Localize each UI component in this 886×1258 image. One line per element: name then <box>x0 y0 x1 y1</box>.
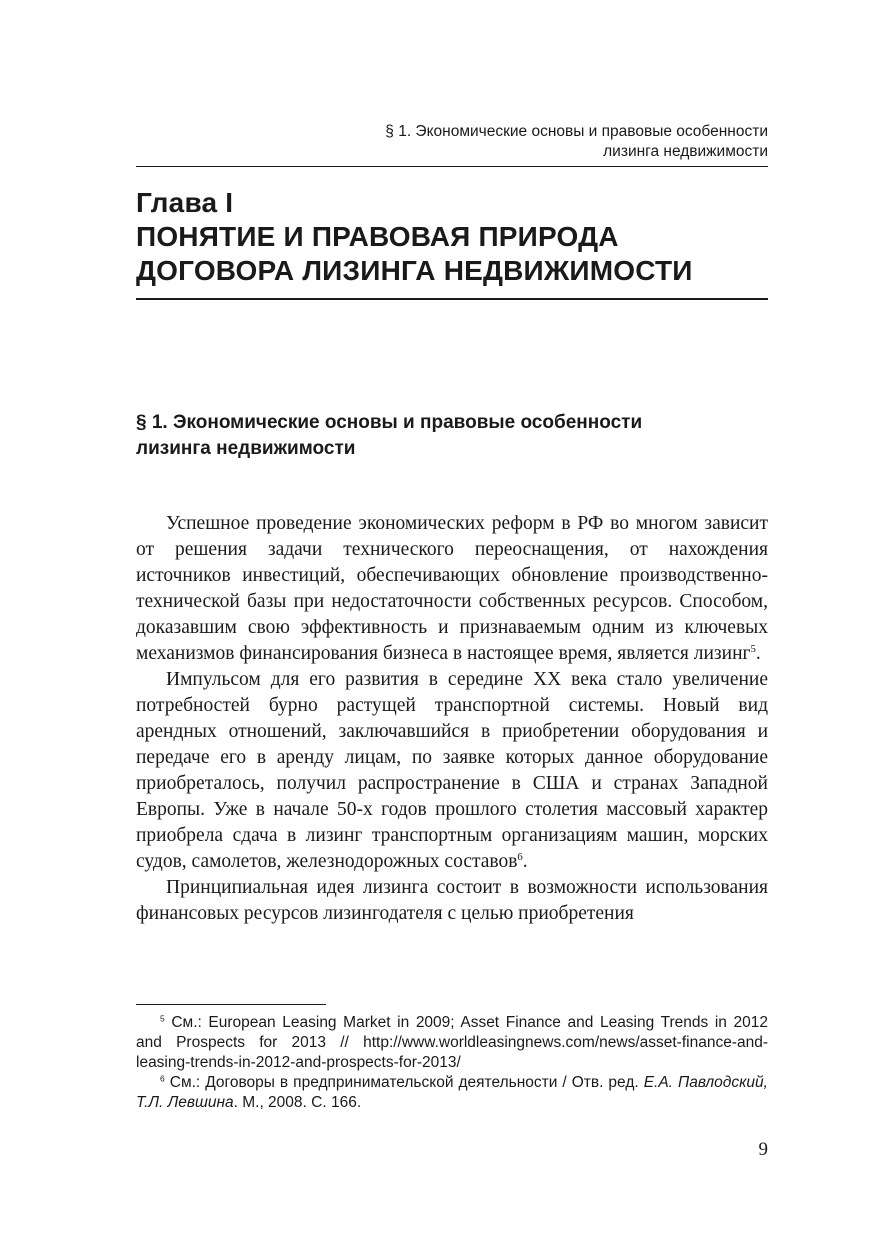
footnote-ref: 6 <box>517 851 523 864</box>
chapter-label: Глава I <box>136 187 234 218</box>
footnote-divider <box>136 1004 326 1005</box>
paragraph <box>136 667 768 875</box>
paragraph: Принципиальная идея лизинга состоит в возможности использования финансовых ресурсов лизингодателя с целью приобретения <box>136 877 768 924</box>
paragraph <box>136 511 768 667</box>
header-divider <box>136 166 768 167</box>
running-header <box>136 122 768 164</box>
section-title-line: § 1. Экономические основы и правовые особенности <box>136 412 643 433</box>
footnotes <box>136 1013 768 1113</box>
footnote <box>136 1013 768 1073</box>
footnote <box>136 1073 768 1113</box>
paragraph-text: Импульсом для его развития в середине XX века стало увеличение потребностей бурно растущей транспортной системы. Новый вид арендных отношений, заключавшийся в приобретении оборудования и передаче его в аренду лицам, по заявке которых данное оборудование приобреталось, получил распространение в США и странах Западной Европы. Уже в начале 50-х годов прошлого столетия массовый характер приобрела сдача в лизинг транспортным организациям машин, морских судов, самолетов, железнодорожных составов <box>136 669 768 872</box>
chapter-divider <box>136 298 768 300</box>
footnote-text: . М., 2008. С. 166. <box>233 1094 362 1111</box>
footnote-ref: 5 <box>750 643 756 656</box>
paragraph-end: . <box>755 643 761 664</box>
chapter-heading <box>136 186 768 288</box>
body-text <box>136 511 768 927</box>
section-heading <box>136 410 768 462</box>
footnote-text: См.: Договоры в предпринимательской деятельности / Отв. ред. <box>164 1074 644 1091</box>
footnote-number: 6 <box>160 1073 165 1084</box>
running-header-line: § 1. Экономические основы и правовые особенности <box>385 123 768 140</box>
footnote-number: 5 <box>160 1013 165 1024</box>
footnote-editors: Е.А. Павлодский, Т.Л. Левшина <box>136 1074 768 1111</box>
footnote-text: См.: European Leasing Market in 2009; Asset Finance and Leasing Trends in 2012 and Prospects for 2013 // http://www.worldleasingnews.com/news/asset-finance-and-leasing-trends-in-2012-and-prospects-for-2013/ <box>136 1014 768 1071</box>
chapter-title-line: ПОНЯТИЕ И ПРАВОВАЯ ПРИРОДА <box>136 221 619 252</box>
running-header-line: лизинга недвижимости <box>603 143 768 160</box>
chapter-title-line: ДОГОВОРА ЛИЗИНГА НЕДВИЖИМОСТИ <box>136 255 693 286</box>
page-number: 9 <box>758 1139 768 1160</box>
section-title-line: лизинга недвижимости <box>136 438 356 459</box>
paragraph-text: Успешное проведение экономических реформ в РФ во многом зависит от решения задачи технического переоснащения, от нахождения источников инвестиций, обеспечивающих обновление производственно-технической базы при недостаточности собственных ресурсов. Способом, доказавшим свою эффективность и признаваемым одним из ключевых механизмов финансирования бизнеса в настоящее время, является лизинг <box>136 513 768 664</box>
paragraph-end: . <box>522 851 528 872</box>
